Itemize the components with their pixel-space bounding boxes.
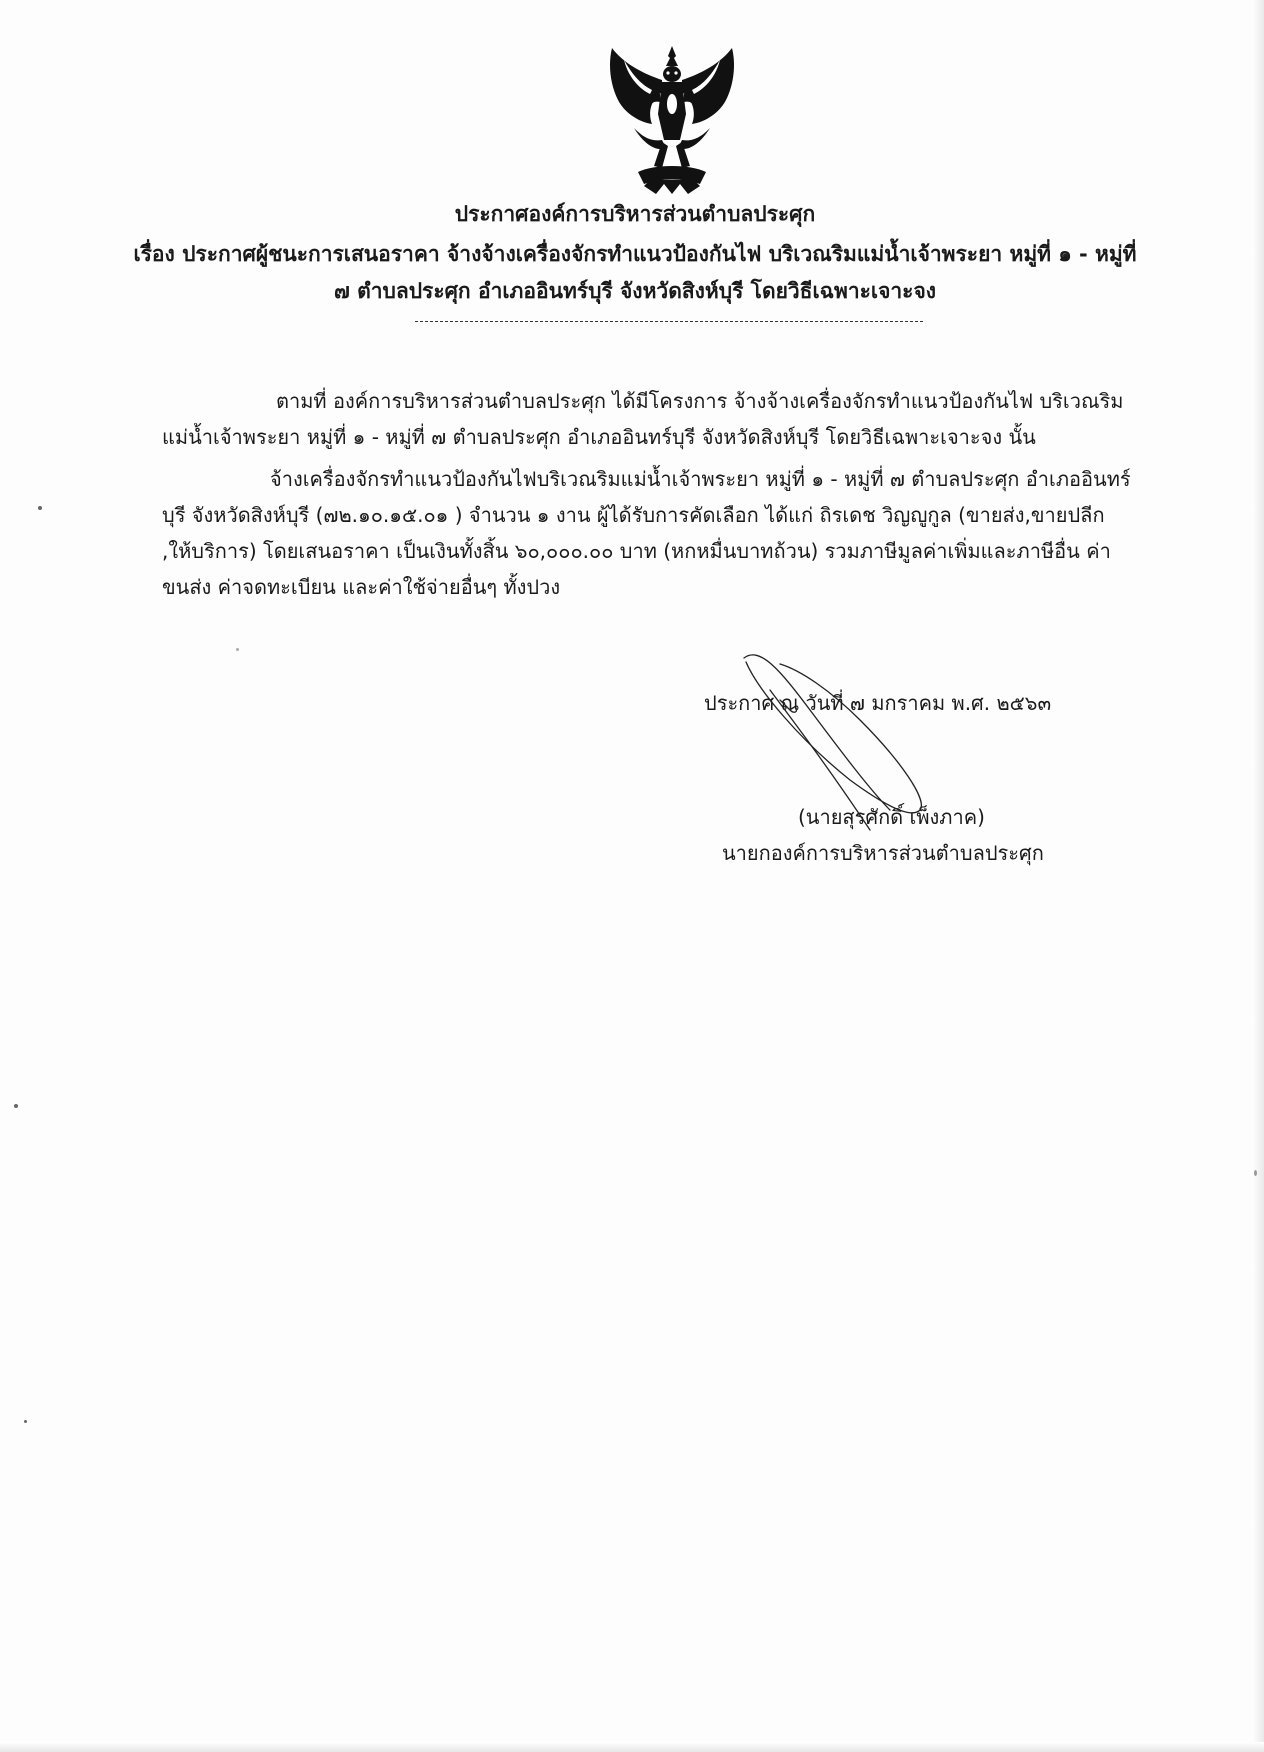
scan-speck [14,1104,18,1108]
announcement-subject-line-2: ๗ ตำบลประศุก อำเภออินทร์บุรี จังหวัดสิงห์บุรี โดยวิธีเฉพาะเจาะจง [333,279,937,303]
page-edge-shadow [1252,0,1264,1752]
scan-speck [38,506,42,510]
announcement-subject-line-1: เรื่อง ประกาศผู้ชนะการเสนอราคา จ้างจ้างเครื่องจักรทำแนวป้องกันไฟ บริเวณริมแม่น้ำเจ้าพระยา หมู่ที่ ๑ - หมู่ที่ [133,242,1137,266]
title-separator [415,321,923,322]
garuda-emblem-icon [604,44,740,196]
announcement-date: ประกาศ ณ วันที่ ๗ มกราคม พ.ศ. ๒๕๖๓ [704,691,1052,715]
body-line: จ้างเครื่องจักรทำแนวป้องกันไฟบริเวณริมแม่น้ำเจ้าพระยา หมู่ที่ ๑ - หมู่ที่ ๗ ตำบลประศุก อำเภออินทร์ [270,467,1131,491]
page-bottom-shadow [0,1742,1264,1752]
body-line: ตามที่ องค์การบริหารส่วนตำบลประศุก ได้มีโครงการ จ้างจ้างเครื่องจักรทำแนวป้องกันไฟ บริเวณริม [276,389,1124,413]
body-line: บุรี จังหวัดสิงห์บุรี (๗๒.๑๐.๑๕.๐๑ ) จำนวน ๑ งาน ผู้ได้รับการคัดเลือก ได้แก่ ถิรเดช วิญญูกูล (ขายส่ง,ขายปลีก [162,503,1105,527]
signatory-name: (นายสุรศักดิ์ เพ็งภาค) [798,805,985,829]
scan-speck [24,1420,27,1423]
announcement-title: ประกาศองค์การบริหารส่วนตำบลประศุก [454,202,816,226]
body-line: ,ให้บริการ) โดยเสนอราคา เป็นเงินทั้งสิ้น ๖๐,๐๐๐.๐๐ บาท (หกหมื่นบาทถ้วน) รวมภาษีมูลค่าเพิ่มและภาษีอื่น ค่า [162,539,1111,563]
scan-speck [1254,1170,1257,1176]
scan-speck [236,648,239,651]
handwritten-signature [740,650,1000,860]
body-line: แม่น้ำเจ้าพระยา หมู่ที่ ๑ - หมู่ที่ ๗ ตำบลประศุก อำเภออินทร์บุรี จังหวัดสิงห์บุรี โดยวิธีเฉพาะเจาะจง นั้น [162,425,1036,449]
signatory-position: นายกองค์การบริหารส่วนตำบลประศุก [722,841,1044,865]
body-line: ขนส่ง ค่าจดทะเบียน และค่าใช้จ่ายอื่นๆ ทั้งปวง [162,575,561,599]
